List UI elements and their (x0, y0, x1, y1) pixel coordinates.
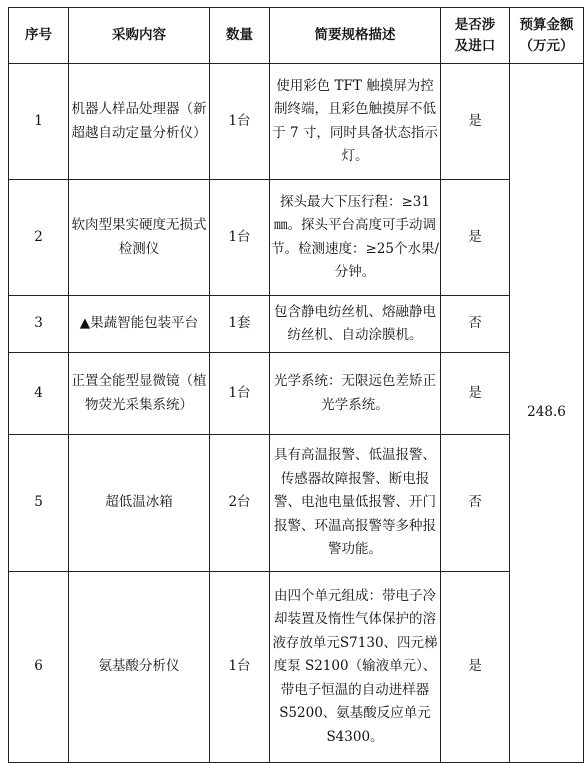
header-qty: 数量 (210, 8, 270, 64)
header-import (441, 8, 510, 64)
cell-seq: 1 (9, 64, 69, 180)
cell-qty: 1台 (210, 353, 270, 435)
table-row (9, 435, 584, 572)
header-budget-line1: 预算金额 (519, 16, 574, 33)
cell-import: 否 (441, 435, 510, 572)
cell-content: 超低温冰箱 (69, 435, 210, 572)
cell-spec: 具有高温报警、低温报警、传感器故障报警、断电报警、电池电量低报警、开门报警、环温高报警等多种报警功能。 (270, 435, 441, 572)
header-import-line1: 是否涉 (454, 16, 496, 33)
cell-seq: 3 (9, 296, 69, 353)
cell-spec: 使用彩色 TFT 触摸屏为控制终端，且彩色触摸屏不低于 7 寸，同时具备状态指示灯。 (270, 64, 441, 180)
table-row (9, 572, 584, 763)
cell-seq: 6 (9, 572, 69, 763)
cell-content: 正置全能型显微镜（植物荧光采集系统） (69, 353, 210, 435)
header-import-line2: 及进口 (454, 37, 496, 54)
header-seq: 序号 (9, 8, 69, 64)
cell-import: 是 (441, 64, 510, 180)
cell-budget-total: 248.6 (510, 64, 584, 763)
cell-spec: 光学系统：无限远色差矫正光学系统。 (270, 353, 441, 435)
cell-seq: 4 (9, 353, 69, 435)
cell-import: 是 (441, 572, 510, 763)
cell-content: ▲果蔬智能包装平台 (69, 296, 210, 353)
cell-content: 氨基酸分析仪 (69, 572, 210, 763)
cell-spec: 由四个单元组成：带电子冷却装置及惰性气体保护的溶液存放单元S7130、四元梯度泵 S2100（输液单元）、带电子恒温的自动进样器 S5200、氨基酸反应单元 S4300。 (270, 572, 441, 763)
cell-qty: 2台 (210, 435, 270, 572)
cell-spec: 包含静电纺丝机、熔融静电纺丝机、自动涂膜机。 (270, 296, 441, 353)
table-row (9, 180, 584, 296)
cell-spec: 探头最大下压行程：≥31㎜。探头平台高度可手动调节。检测速度：≥25个水果/分钟。 (270, 180, 441, 296)
table-row (9, 64, 584, 180)
cell-content: 软肉型果实硬度无损式检测仪 (69, 180, 210, 296)
table-row (9, 353, 584, 435)
cell-import: 否 (441, 296, 510, 353)
header-row (9, 8, 584, 64)
cell-import: 是 (441, 353, 510, 435)
cell-qty: 1台 (210, 64, 270, 180)
cell-qty: 1套 (210, 296, 270, 353)
cell-qty: 1台 (210, 180, 270, 296)
header-spec: 简要规格描述 (270, 8, 441, 64)
table-row (9, 296, 584, 353)
header-budget (510, 8, 584, 64)
cell-import: 是 (441, 180, 510, 296)
header-budget-line2: （万元） (519, 37, 574, 54)
procurement-table (8, 7, 584, 763)
cell-seq: 5 (9, 435, 69, 572)
cell-qty: 1台 (210, 572, 270, 763)
header-content: 采购内容 (69, 8, 210, 64)
cell-content: 机器人样品处理器（新超越自动定量分析仪） (69, 64, 210, 180)
cell-seq: 2 (9, 180, 69, 296)
